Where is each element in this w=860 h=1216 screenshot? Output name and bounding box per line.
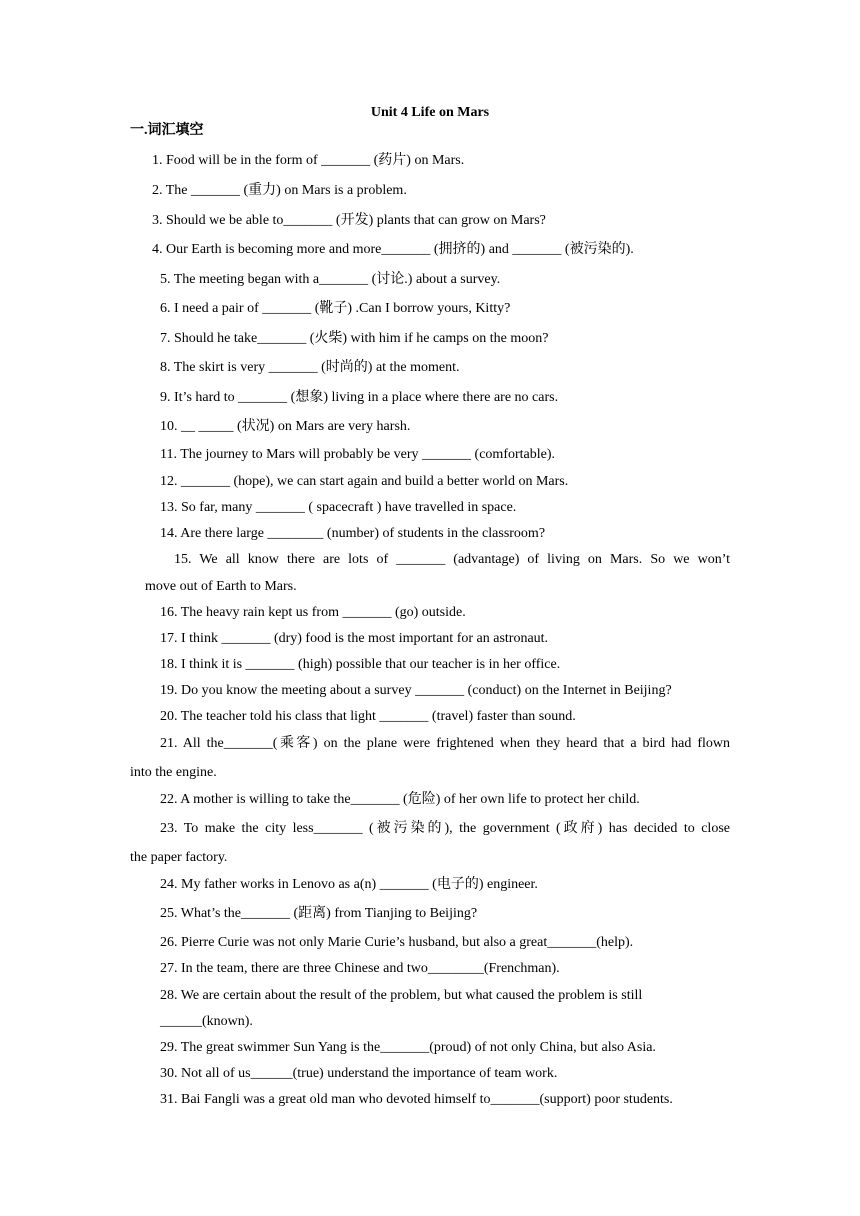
question-26: 26. Pierre Curie was not only Marie Curie’s husband, but also a great_______(help). [160, 935, 634, 950]
question-12: 12. _______ (hope), we can start again and build a better world on Mars. [160, 474, 569, 489]
question-22: 22. A mother is willing to take the_______ (危险) of her own life to protect her child. [160, 792, 640, 807]
question-28: 28. We are certain about the result of the problem, but what caused the problem is still [160, 988, 643, 1003]
question-4: 4. Our Earth is becoming more and more_______ (拥挤的) and _______ (被污染的). [152, 242, 634, 257]
document-title: Unit 4 Life on Mars [370, 105, 490, 120]
question-30: 30. Not all of us______(true) understand the importance of team work. [160, 1066, 558, 1081]
question-13: 13. So far, many _______ ( spacecraft ) have travelled in space. [160, 500, 517, 515]
question-21: 21. All the_______(乘客) on the plane were frightened when they heard that a bird had flown [160, 736, 730, 751]
question-23-continuation: the paper factory. [130, 850, 228, 865]
question-21-continuation: into the engine. [130, 765, 217, 780]
question-3: 3. Should we be able to_______ (开发) plants that can grow on Mars? [152, 213, 546, 228]
question-20: 20. The teacher told his class that light _______ (travel) faster than sound. [160, 709, 576, 724]
question-8: 8. The skirt is very _______ (时尚的) at the moment. [160, 360, 460, 375]
question-11: 11. The journey to Mars will probably be very _______ (comfortable). [160, 447, 556, 462]
question-23: 23. To make the city less_______ (被污染的), the government (政府) has decided to close [160, 821, 730, 836]
question-29: 29. The great swimmer Sun Yang is the_______(proud) of not only China, but also Asia. [160, 1040, 656, 1055]
question-10: 10. __ _____ (状况) on Mars are very harsh. [160, 419, 411, 434]
question-7: 7. Should he take_______ (火柴) with him if he camps on the moon? [160, 331, 549, 346]
question-15-continuation: move out of Earth to Mars. [145, 579, 297, 594]
question-6: 6. I need a pair of _______ (靴子) .Can I borrow yours, Kitty? [160, 301, 511, 316]
question-27: 27. In the team, there are three Chinese and two________(Frenchman). [160, 961, 560, 976]
question-31: 31. Bai Fangli was a great old man who devoted himself to_______(support) poor students. [160, 1092, 673, 1107]
question-14: 14. Are there large ________ (number) of students in the classroom? [160, 526, 546, 541]
question-16: 16. The heavy rain kept us from _______ (go) outside. [160, 605, 466, 620]
question-1: 1. Food will be in the form of _______ (药片) on Mars. [152, 153, 465, 168]
question-19: 19. Do you know the meeting about a survey _______ (conduct) on the Internet in Beijing? [160, 683, 672, 698]
question-28-continuation: ______(known). [160, 1014, 253, 1029]
section-heading: 一.词汇填空 [130, 123, 204, 138]
question-2: 2. The _______ (重力) on Mars is a problem. [152, 183, 407, 198]
question-5: 5. The meeting began with a_______ (讨论.) about a survey. [160, 272, 501, 287]
question-18: 18. I think it is _______ (high) possible that our teacher is in her office. [160, 657, 561, 672]
question-24: 24. My father works in Lenovo as a(n) _______ (电子的) engineer. [160, 877, 538, 892]
question-17: 17. I think _______ (dry) food is the most important for an astronaut. [160, 631, 549, 646]
question-9: 9. It’s hard to _______ (想象) living in a place where there are no cars. [160, 390, 559, 405]
question-15: 15. We all know there are lots of _______ (advantage) of living on Mars. So we won’t [174, 552, 730, 567]
question-25: 25. What’s the_______ (距离) from Tianjing to Beijing? [160, 906, 478, 921]
